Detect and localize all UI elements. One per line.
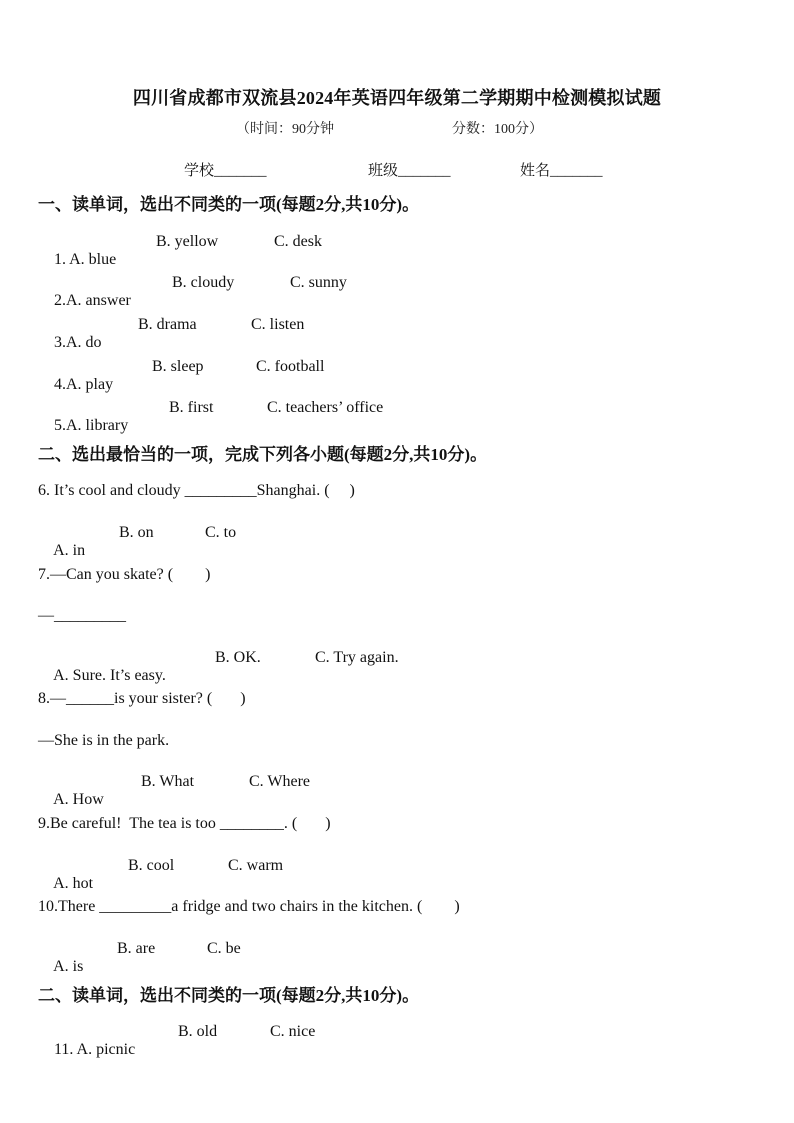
q1-option-b: B. yellow <box>156 233 219 250</box>
q11-option-b: B. old <box>178 1023 218 1040</box>
q3-option-a: 3.A. do <box>54 334 102 351</box>
name-field: 姓名_______ <box>520 163 603 179</box>
exam-title: 四川省成都市双流县2024年英语四年级第二学期期中检测模拟试题 <box>132 88 662 108</box>
section-1-heading: 一、读单词，选出不同类的一项(每题2分,共10分)。 <box>38 195 420 214</box>
q11-option-c: C. nice <box>270 1023 316 1040</box>
q2-option-c: C. sunny <box>290 274 347 291</box>
section-2-heading: 二、选出最恰当的一项，完成下列各小题(每题2分,共10分)。 <box>38 445 488 464</box>
exam-score: 分数：100分） <box>452 122 543 137</box>
q9-option-b: B. cool <box>128 857 175 874</box>
q6-option-b: B. on <box>119 524 154 541</box>
question-7-answer-line: —_________ <box>38 607 126 624</box>
q2-option-b: B. cloudy <box>172 274 235 291</box>
q10-option-a: A. is <box>53 958 84 975</box>
school-field: 学校_______ <box>184 163 267 179</box>
q2-option-a: 2.A. answer <box>54 292 131 309</box>
class-field: 班级_______ <box>368 163 451 179</box>
q1-option-c: C. desk <box>274 233 322 250</box>
q6-option-c: C. to <box>205 524 237 541</box>
q4-option-c: C. football <box>256 358 325 375</box>
question-7-stem: 7.—Can you skate? ( ) <box>38 566 211 583</box>
question-9-stem: 9.Be careful! The tea is too ________. ( ) <box>38 815 331 832</box>
section-3-heading: 二、读单词，选出不同类的一项(每题2分,共10分)。 <box>38 986 420 1005</box>
question-11 <box>38 1023 316 1113</box>
q8-option-b: B. What <box>141 773 195 790</box>
q11-option-a: 11. A. picnic <box>54 1041 136 1058</box>
q9-option-c: C. warm <box>228 857 284 874</box>
q7-option-a: A. Sure. It’s easy. <box>53 667 166 684</box>
q5-option-c: C. teachers’ office <box>267 399 384 416</box>
question-6-stem: 6. It’s cool and cloudy _________Shanghai. ( ) <box>38 482 355 499</box>
q5-option-a: 5.A. library <box>54 417 129 434</box>
exam-time: （时间：90分钟 <box>236 122 334 137</box>
q6-option-a: A. in <box>53 542 86 559</box>
q4-option-a: 4.A. play <box>54 376 114 393</box>
q5-option-b: B. first <box>169 399 214 416</box>
question-10-stem: 10.There _________a fridge and two chairs in the kitchen. ( ) <box>38 898 460 915</box>
q3-option-b: B. drama <box>138 316 197 333</box>
q8-option-a: A. How <box>53 791 104 808</box>
q7-option-b: B. OK. <box>215 649 261 666</box>
question-8-answer-line: —She is in the park. <box>38 732 170 749</box>
q4-option-b: B. sleep <box>152 358 204 375</box>
q10-option-b: B. are <box>117 940 156 957</box>
question-8-stem: 8.—______is your sister? ( ) <box>38 690 246 707</box>
q9-option-a: A. hot <box>53 875 94 892</box>
q10-option-c: C. be <box>207 940 241 957</box>
q1-option-a: 1. A. blue <box>54 251 117 268</box>
q8-option-c: C. Where <box>249 773 311 790</box>
q7-option-c: C. Try again. <box>315 649 399 666</box>
q3-option-c: C. listen <box>251 316 305 333</box>
